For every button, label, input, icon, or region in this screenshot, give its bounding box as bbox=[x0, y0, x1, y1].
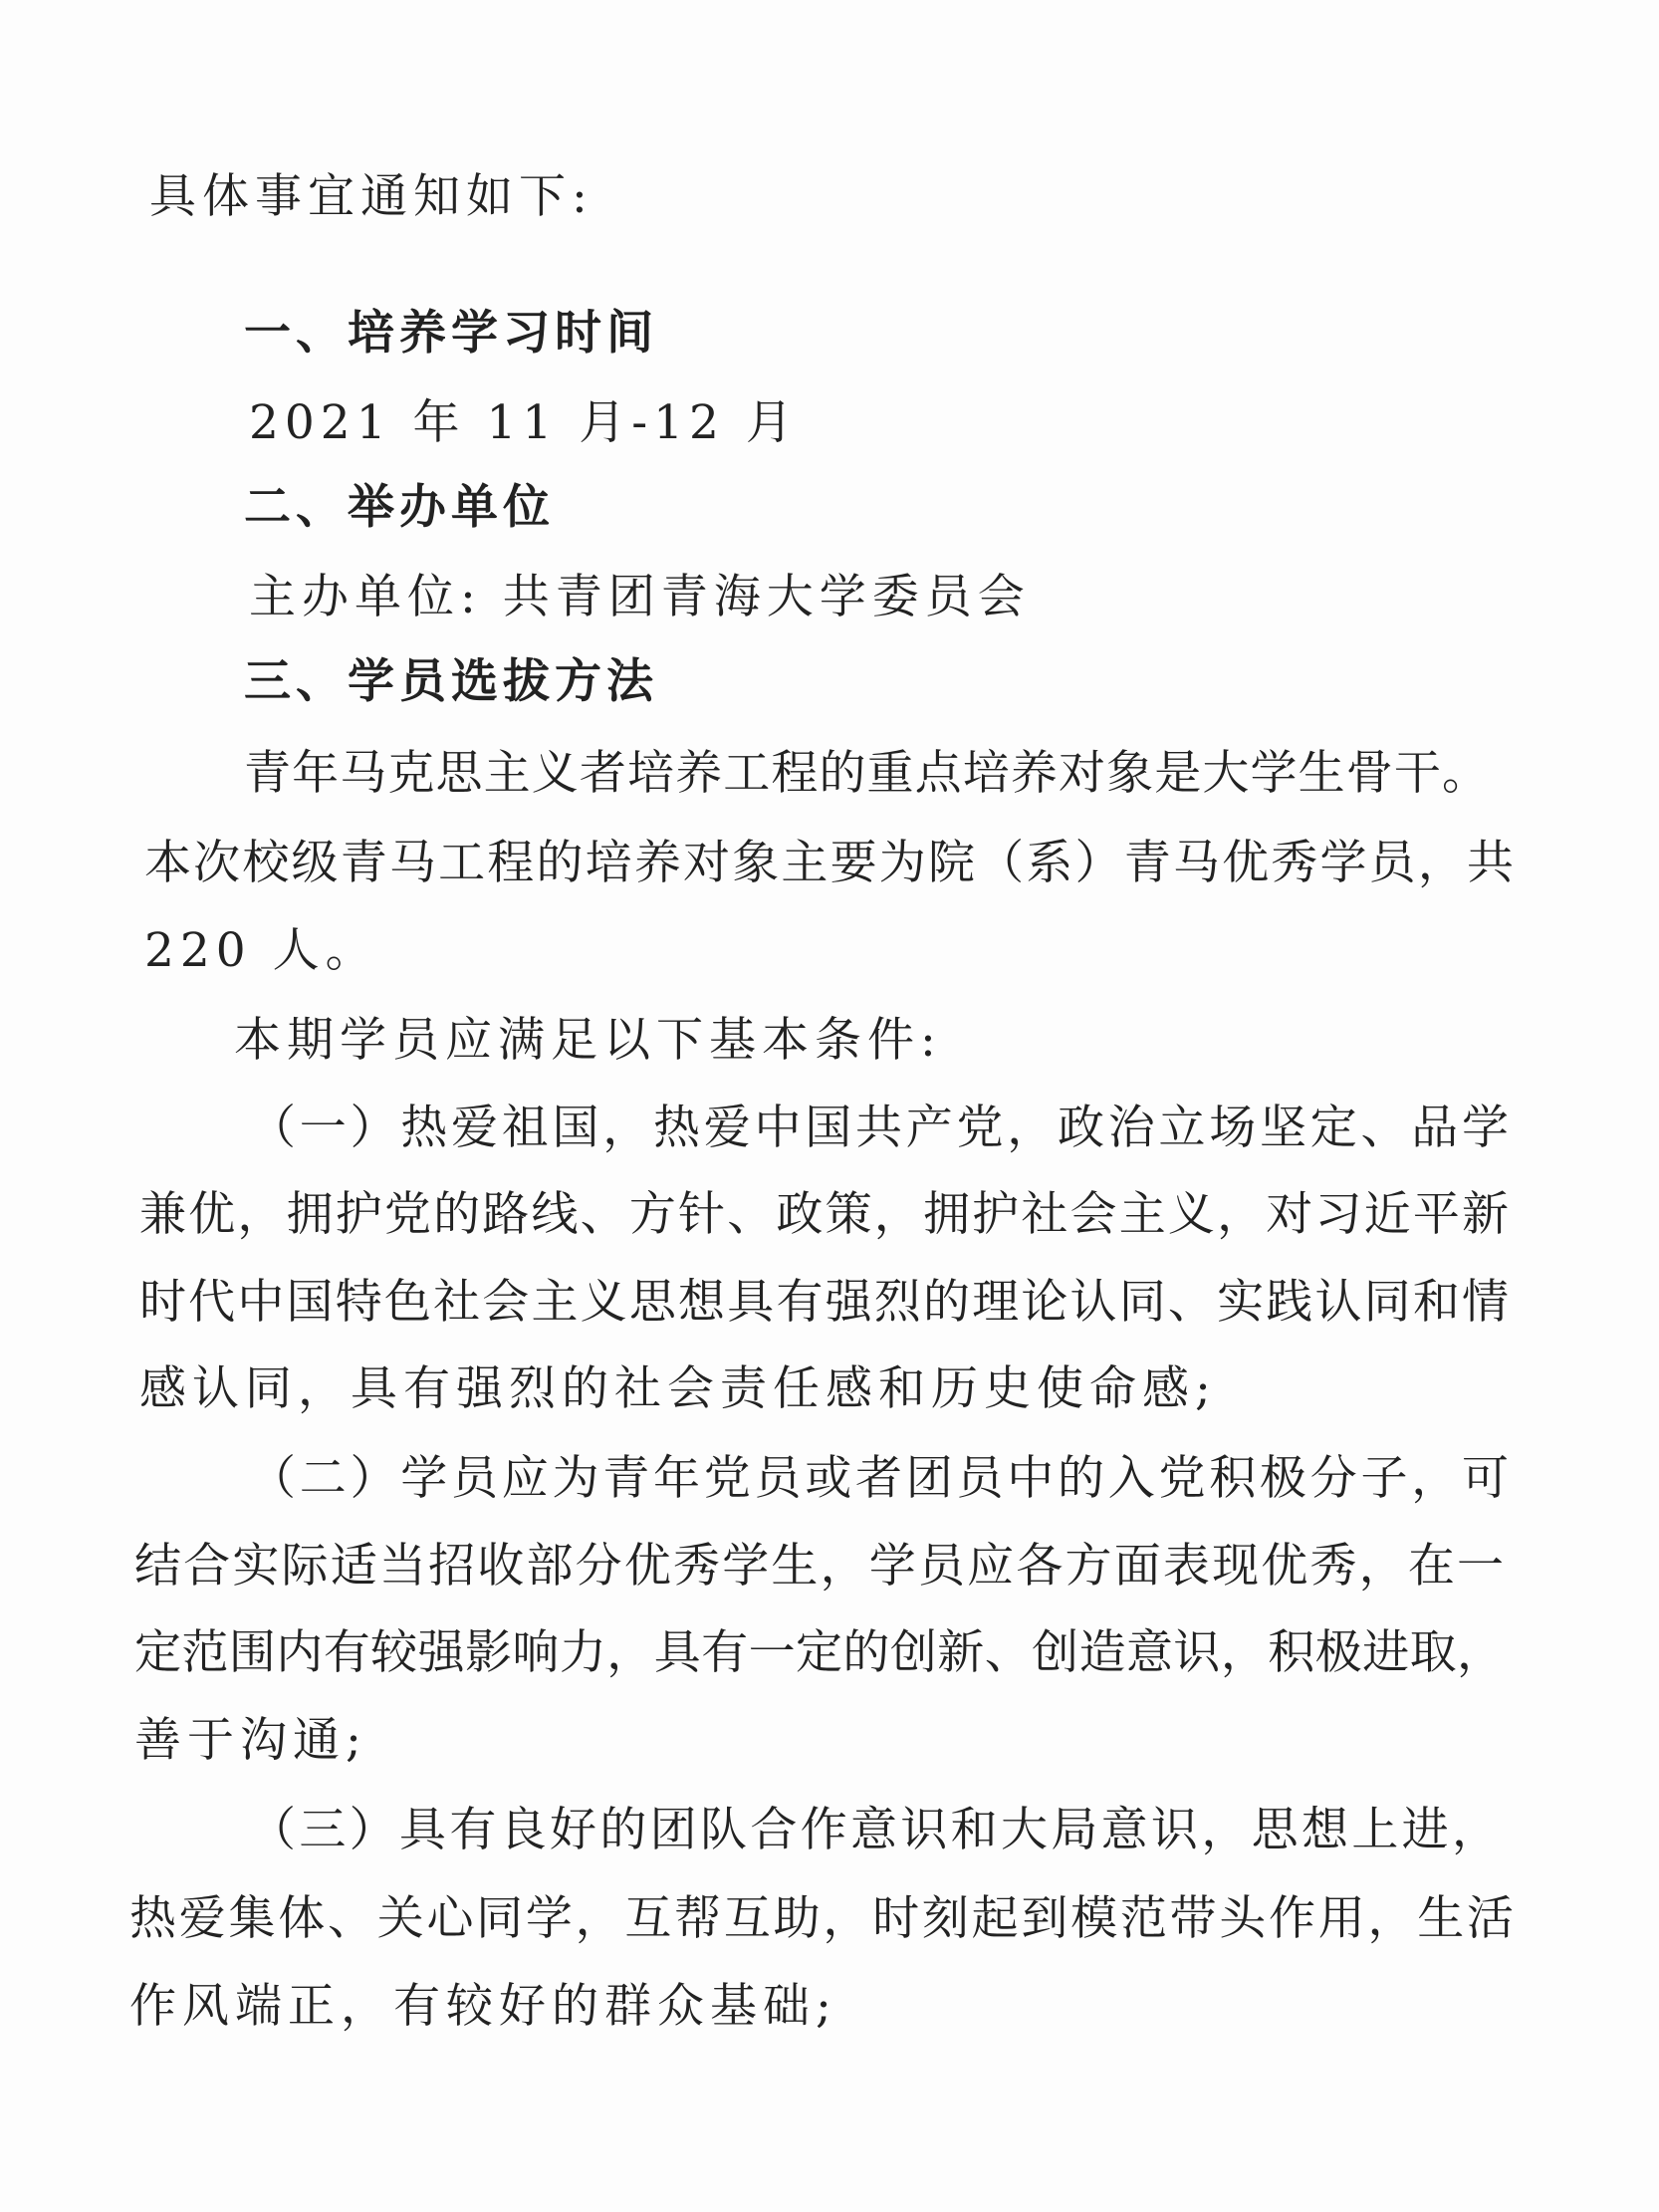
condition3-line: 作风端正，有较好的群众基础; bbox=[129, 1979, 837, 2034]
condition2-line: 定范围内有较强影响力，具有一定的创新、创造意识，积极进取， bbox=[134, 1625, 1504, 1680]
para1-line: 青年马克思主义者培养工程的重点培养对象是大学生骨干。 bbox=[244, 746, 1489, 801]
condition2-line: 善于沟通; bbox=[134, 1713, 367, 1768]
condition1-line: 感认同，具有强烈的社会责任感和历史使命感; bbox=[139, 1361, 1217, 1416]
condition1-line: （一）热爱祖国，热爱中国共产党，政治立场坚定、品学 bbox=[249, 1101, 1509, 1155]
condition1-line: 兼优，拥护党的路线、方针、政策，拥护社会主义，对习近平新 bbox=[139, 1187, 1509, 1242]
section1-body: 2021 年 11 月-12 月 bbox=[249, 395, 799, 450]
para1-line: 本次校级青马工程的培养对象主要为院（系）青马优秀学员，共 bbox=[144, 836, 1514, 890]
condition1-line: 时代中国特色社会主义思想具有强烈的理论认同、实践认同和情 bbox=[139, 1275, 1509, 1330]
intro-text: 具体事宜通知如下: bbox=[149, 169, 593, 224]
condition3-line: 热爱集体、关心同学，互帮互助，时刻起到模范带头作用，生活 bbox=[129, 1891, 1514, 1946]
section1-heading: 一、培养学习时间 bbox=[244, 306, 658, 361]
conditions-intro: 本期学员应满足以下基本条件: bbox=[234, 1013, 942, 1068]
section3-heading: 三、学员选拔方法 bbox=[244, 654, 658, 709]
para1-line: 220 人。 bbox=[144, 923, 378, 978]
condition2-line: （二）学员应为青年党员或者团员中的入党积极分子，可 bbox=[249, 1451, 1509, 1506]
section2-heading: 二、举办单位 bbox=[244, 480, 555, 535]
condition2-line: 结合实际适当招收部分优秀学生，学员应各方面表现优秀，在一 bbox=[134, 1539, 1504, 1594]
section2-body: 主办单位: 共青团青海大学委员会 bbox=[249, 570, 1031, 624]
condition3-line: （三）具有良好的团队合作意识和大局意识，思想上进， bbox=[249, 1803, 1499, 1857]
